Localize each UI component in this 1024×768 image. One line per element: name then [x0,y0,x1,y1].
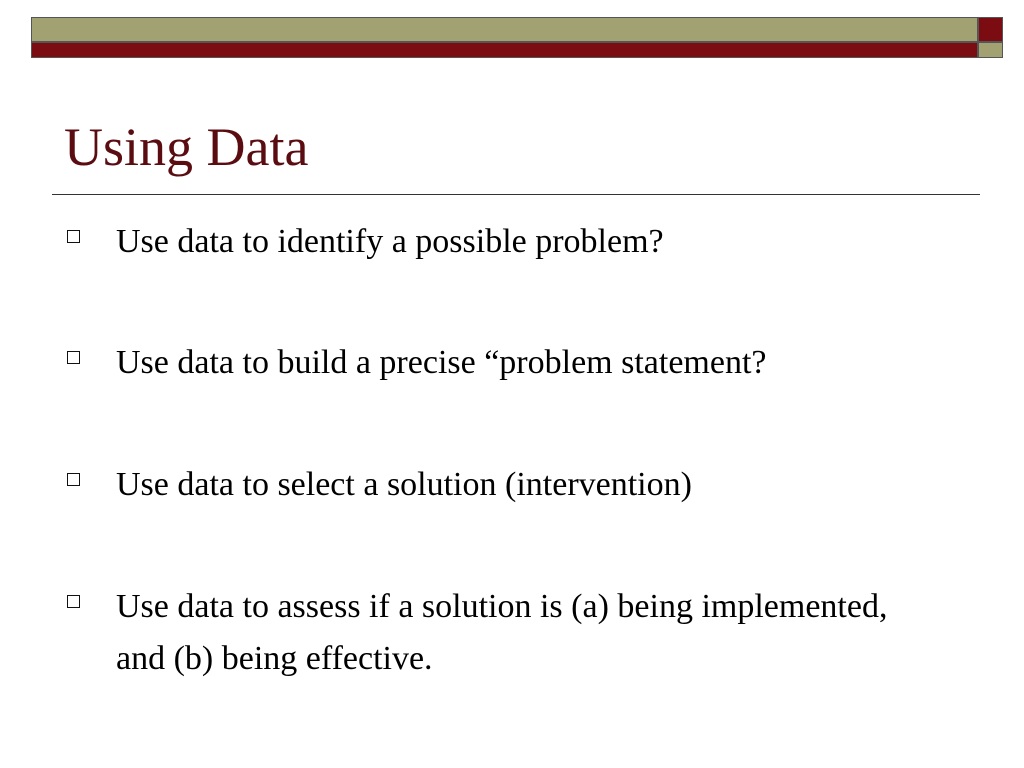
bullet-text: Use data to assess if a solution is (a) being implemented, and (b) being effective. [116,588,888,677]
slide-title: Using Data [64,117,309,177]
bullet-text: Use data to select a solution (intervention) [116,466,692,503]
bullet-text: Use data to build a precise “problem statement? [116,344,767,381]
bullet-text: Use data to identify a possible problem? [116,223,664,260]
hollow-square-bullet-icon [67,230,80,243]
hollow-square-bullet-icon [67,473,80,486]
hollow-square-bullet-icon [67,351,80,364]
hollow-square-bullet-icon [67,595,80,608]
